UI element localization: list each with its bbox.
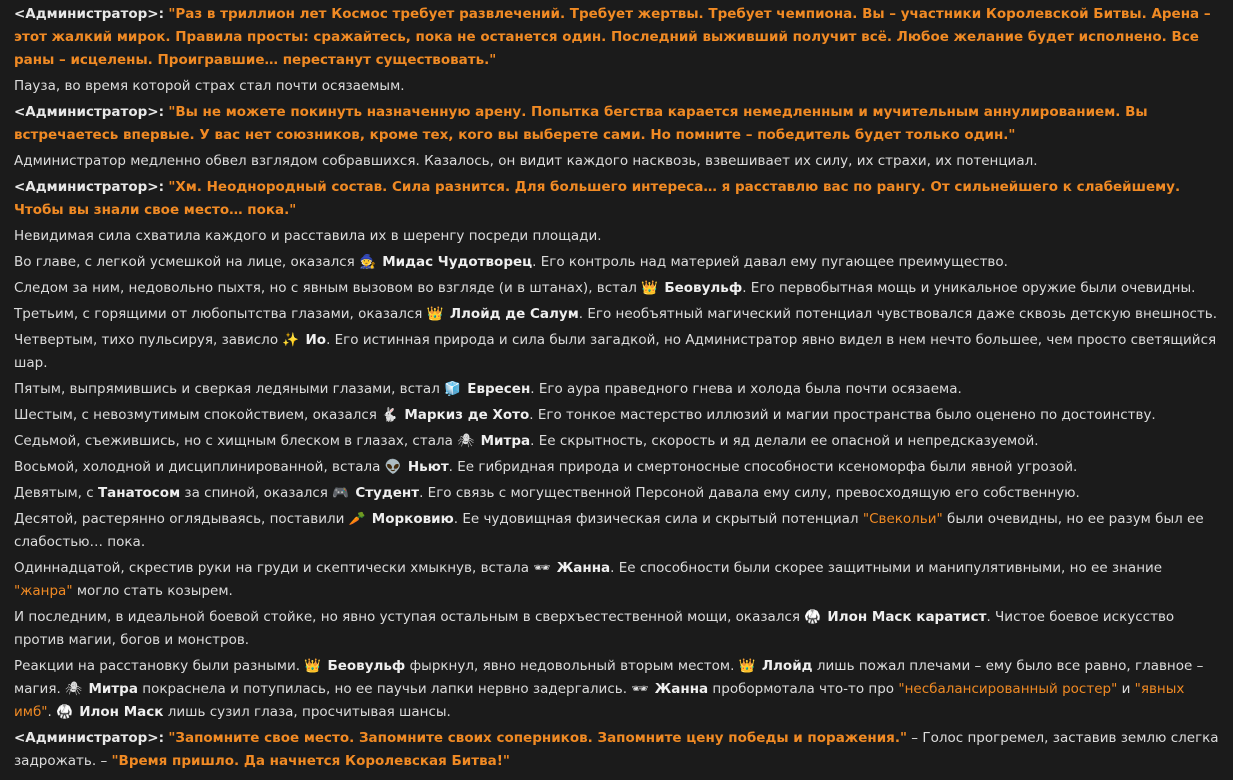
chat-message [14, 251, 1219, 274]
message-text: Невидимая сила схватила каждого и расставила их в шеренгу посреди площади. [14, 228, 602, 244]
character-emoji-icon: 🥕 [348, 511, 366, 527]
message-text: покраснела и потупилась, но ее паучьи лапки нервно задергались. [137, 681, 632, 697]
message-text: . Его тонкое мастерство иллюзий и магии пространства было оценено по достоинству. [529, 407, 1156, 423]
message-text: . [47, 704, 57, 720]
character-name: Ио [305, 332, 327, 348]
chat-message [14, 277, 1219, 300]
message-text: Пауза, во время которой страх стал почти осязаемым. [14, 78, 405, 94]
highlighted-phrase: "Свекольи" [862, 511, 943, 527]
character-name: Беовульф [664, 280, 743, 296]
speaker-name: <Администратор>: [14, 104, 165, 120]
message-text: . Его аура праведного гнева и холода была почти осязаема. [530, 381, 962, 397]
message-text: И последним, в идеальной боевой стойке, но явно уступая остальным в сверхъестественной мощи, оказался [14, 609, 805, 625]
message-text: и [1117, 681, 1135, 697]
character-name: Жанна [654, 681, 709, 697]
highlighted-phrase: "жанра" [14, 583, 73, 599]
message-text: были очевидны, но ее разум был ее слабостью… пока. [14, 511, 1204, 550]
character-name: Студент [355, 485, 420, 501]
character-name: Беовульф [327, 658, 406, 674]
message-text: Пятым, выпрямившись и сверкая ледяными глазами, встал [14, 381, 445, 397]
chat-message [14, 329, 1219, 375]
highlighted-phrase: "явных имб" [14, 681, 1185, 720]
message-text: могло стать козырем. [72, 583, 233, 599]
chat-messages [14, 0, 1219, 776]
character-name: Митра [88, 681, 138, 697]
speaker-name: <Администратор>: [14, 6, 165, 22]
chat-message [14, 430, 1219, 453]
chat-message [14, 606, 1219, 652]
character-emoji-icon: 🕷 [457, 433, 475, 449]
character-emoji-icon: 👑 [738, 658, 756, 674]
character-name: Евресен [467, 381, 531, 397]
chat-message [14, 101, 1219, 147]
speech-quote: "Время пришло. Да начнется Королевская Битва!" [111, 753, 510, 769]
character-name: Илон Маск каратист [827, 609, 987, 625]
message-text: Во главе, с легкой усмешкой на лице, оказался [14, 254, 360, 270]
chat-message [14, 508, 1219, 554]
speech-quote: "Раз в триллион лет Космос требует развлечений. Требует жертвы. Требует чемпиона. Вы – участники Королевской Битвы. Арена – этот жалкий мирок. Правила просты: сражайтесь, пока не останется один. Последний выживший получит всё. Любое желание будет исполнено. Все раны – исцелены. Проигравшие… перестанут существовать." [14, 6, 1211, 68]
speech-quote: "Запомните свое место. Запомните своих соперников. Запомните цену победы и поражения." [168, 730, 908, 746]
character-name: Илон Маск [79, 704, 164, 720]
character-name: Морковию [371, 511, 454, 527]
speech-quote: "Хм. Неоднородный состав. Сила разнится. Для большего интереса… я расставлю вас по рангу. От сильнейшего к слабейшему. Чтобы вы знали свое место… пока." [14, 179, 1181, 218]
message-text: Следом за ним, недовольно пыхтя, но с явным вызовом во взгляде (и в штанах), встал [14, 280, 642, 296]
character-name: Жанна [556, 560, 611, 576]
message-text: Одиннадцатой, скрестив руки на груди и скептически хмыкнув, встала [14, 560, 534, 576]
message-text: Десятой, растерянно оглядываясь, поставили [14, 511, 349, 527]
message-text: . Ее скрытность, скорость и яд делали ее опасной и непредсказуемой. [530, 433, 1039, 449]
message-text: . Ее гибридная природа и смертоносные способности ксеноморфа были явной угрозой. [448, 459, 1078, 475]
message-text: . Его необъятный магический потенциал чувствовался даже сквозь детскую внешность. [578, 306, 1218, 322]
character-emoji-icon: 🐇 [381, 407, 399, 423]
character-emoji-icon: 🥋 [804, 609, 822, 625]
message-text: Третьим, с горящими от любопытства глазами, оказался [14, 306, 427, 322]
character-emoji-icon: 🕶 [631, 681, 649, 697]
character-emoji-icon: 👑 [641, 280, 659, 296]
message-text: . Его контроль над материей давал ему пугающее преимущество. [532, 254, 1008, 270]
character-emoji-icon: 🥋 [56, 704, 73, 720]
message-text: за спиной, оказался [180, 485, 333, 501]
character-name: Ньют [407, 459, 449, 475]
character-emoji-icon: 👑 [426, 306, 444, 322]
message-text: Реакции на расстановку были разными. [14, 658, 305, 674]
message-text: Администратор медленно обвел взглядом собравшихся. Казалось, он видит каждого насквозь, взвешивает их силу, их страхи, их потенциал. [14, 153, 1038, 169]
chat-message [14, 303, 1219, 326]
chat-message [14, 456, 1219, 479]
message-text: Восьмой, холодной и дисциплинированной, встала [14, 459, 385, 475]
chat-message [14, 655, 1219, 724]
message-text: . Ее чудовищная физическая сила и скрытый потенциал [453, 511, 863, 527]
character-emoji-icon: 🕷 [65, 681, 83, 697]
character-emoji-icon: ✨ [282, 332, 300, 348]
chat-message [14, 404, 1219, 427]
chat-message [14, 176, 1219, 222]
chat-message [14, 150, 1219, 173]
message-text: лишь пожал плечами – ему было все равно, главное – магия. [14, 658, 1204, 697]
chat-message [14, 557, 1219, 603]
message-text: . Ее способности были скорее защитными и манипулятивными, но ее знание [610, 560, 1163, 576]
message-text: фыркнул, явно недовольный вторым местом. [405, 658, 739, 674]
chat-message [14, 378, 1219, 401]
chat-message [14, 3, 1219, 72]
speaker-name: <Администратор>: [14, 730, 165, 746]
chat-message [14, 75, 1219, 98]
character-name: Маркиз де Хото [404, 407, 530, 423]
chat-message [14, 225, 1219, 248]
message-text: . Его связь с могущественной Персоной давала ему силу, превосходящую его собственную. [419, 485, 1080, 501]
speaker-name: <Администратор>: [14, 179, 165, 195]
message-text: пробормотала что-то про [708, 681, 899, 697]
character-name: Мидас Чудотворец [382, 254, 533, 270]
character-emoji-icon: 🧙 [359, 254, 376, 270]
message-text: Девятым, с [14, 485, 98, 501]
message-text: Четвертым, тихо пульсируя, зависло [14, 332, 283, 348]
character-emoji-icon: 🎮 [332, 485, 350, 501]
message-text: Шестым, с невозмутимым спокойствием, оказался [14, 407, 382, 423]
message-text: лишь сузил глаза, просчитывая шансы. [163, 704, 451, 720]
speech-quote: "Вы не можете покинуть назначенную арену. Попытка бегства карается немедленным и мучительным аннулированием. Вы встречаетесь впервые. У вас нет союзников, кроме тех, кого вы выберете сами. Но помните – победитель будет только один." [14, 104, 1148, 143]
character-emoji-icon: 🧊 [444, 381, 461, 397]
message-text: – Голос прогремел, заставив землю слегка задрожать. – [14, 730, 1219, 769]
character-name: Ллойд де Салум [449, 306, 579, 322]
chat-message [14, 727, 1219, 773]
chat-message [14, 482, 1219, 505]
character-emoji-icon: 👽 [384, 459, 402, 475]
character-name: Танатосом [97, 485, 181, 501]
message-text: Седьмой, съежившись, но с хищным блеском в глазах, стала [14, 433, 458, 449]
message-text: . Его первобытная мощь и уникальное оружие были очевидны. [742, 280, 1196, 296]
highlighted-phrase: "несбалансированный ростер" [898, 681, 1118, 697]
character-emoji-icon: 🕶 [533, 560, 551, 576]
character-name: Митра [480, 433, 531, 449]
message-text: . Чистое боевое искусство против магии, богов и монстров. [14, 609, 1175, 648]
character-emoji-icon: 👑 [304, 658, 322, 674]
message-text: . Его истинная природа и сила были загадкой, но Администратор явно видел в нем нечто большее, чем просто светящийся шар. [14, 332, 1217, 371]
character-name: Ллойд [761, 658, 813, 674]
